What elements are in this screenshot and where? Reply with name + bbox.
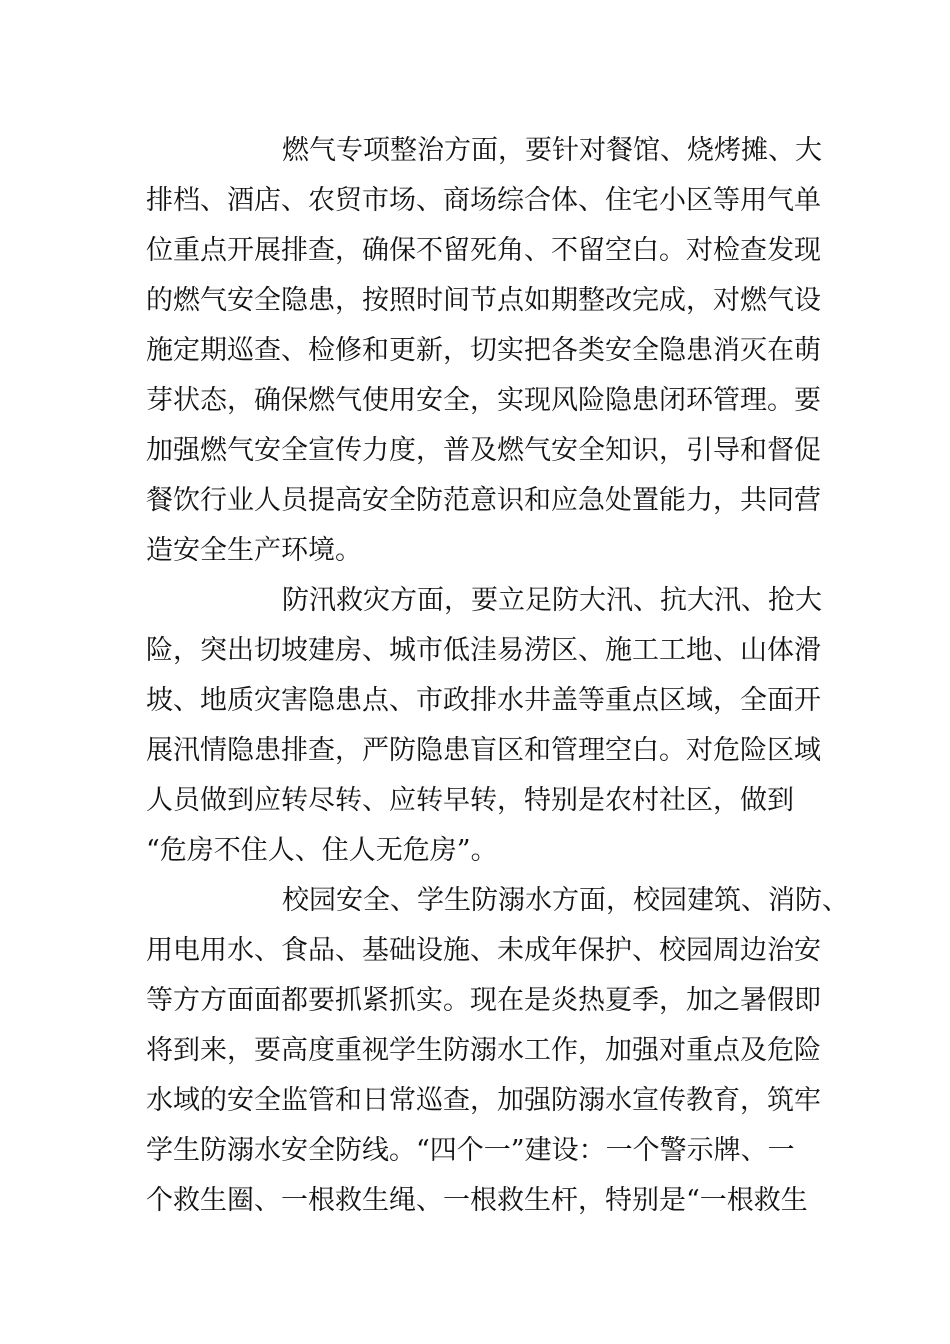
- text-line: 燃气专项整治方面，要针对餐馆、烧烤摊、大: [282, 135, 822, 166]
- text-line: 防汛救灾方面，要立足防大汛、抗大汛、抢大: [282, 585, 822, 616]
- text-line: 餐饮行业人员提高安全防范意识和应急处置能力，共同营: [146, 485, 821, 516]
- text-line: 施定期巡查、检修和更新，切实把各类安全隐患消灭在萌: [146, 335, 821, 366]
- text-line: 加强燃气安全宣传力度，普及燃气安全知识，引导和督促: [146, 435, 821, 466]
- text-line: 造安全生产环境。: [146, 535, 362, 566]
- text-line: “危房不住人、住人无危房”。: [146, 835, 498, 866]
- text-line: 人员做到应转尽转、应转早转，特别是农村社区，做到: [146, 785, 794, 816]
- text-line: 学生防溺水安全防线。“四个一”建设：一个警示牌、一: [146, 1135, 795, 1166]
- text-line: 的燃气安全隐患，按照时间节点如期整改完成，对燃气设: [146, 285, 821, 316]
- text-line: 水域的安全监管和日常巡查，加强防溺水宣传教育，筑牢: [146, 1085, 821, 1116]
- text-line: 个救生圈、一根救生绳、一根救生杆，特别是“一根救生: [146, 1185, 808, 1216]
- text-line: 用电用水、食品、基础设施、未成年保护、校园周边治安: [146, 935, 821, 966]
- text-line: 等方方面面都要抓紧抓实。现在是炎热夏季，加之暑假即: [146, 985, 821, 1016]
- text-line: 芽状态，确保燃气使用安全，实现风险隐患闭环管理。要: [146, 385, 821, 416]
- text-line: 排档、酒店、农贸市场、商场综合体、住宅小区等用气单: [146, 185, 821, 216]
- text-line: 校园安全、学生防溺水方面，校园建筑、消防、: [282, 885, 849, 916]
- text-line: 将到来，要高度重视学生防溺水工作，加强对重点及危险: [146, 1035, 821, 1066]
- text-line: 险，突出切坡建房、城市低洼易涝区、施工工地、山体滑: [146, 635, 821, 666]
- text-line: 坡、地质灾害隐患点、市政排水井盖等重点区域，全面开: [146, 685, 821, 716]
- text-line: 展汛情隐患排查，严防隐患盲区和管理空白。对危险区域: [146, 735, 821, 766]
- text-line: 位重点开展排查，确保不留死角、不留空白。对检查发现: [146, 235, 821, 266]
